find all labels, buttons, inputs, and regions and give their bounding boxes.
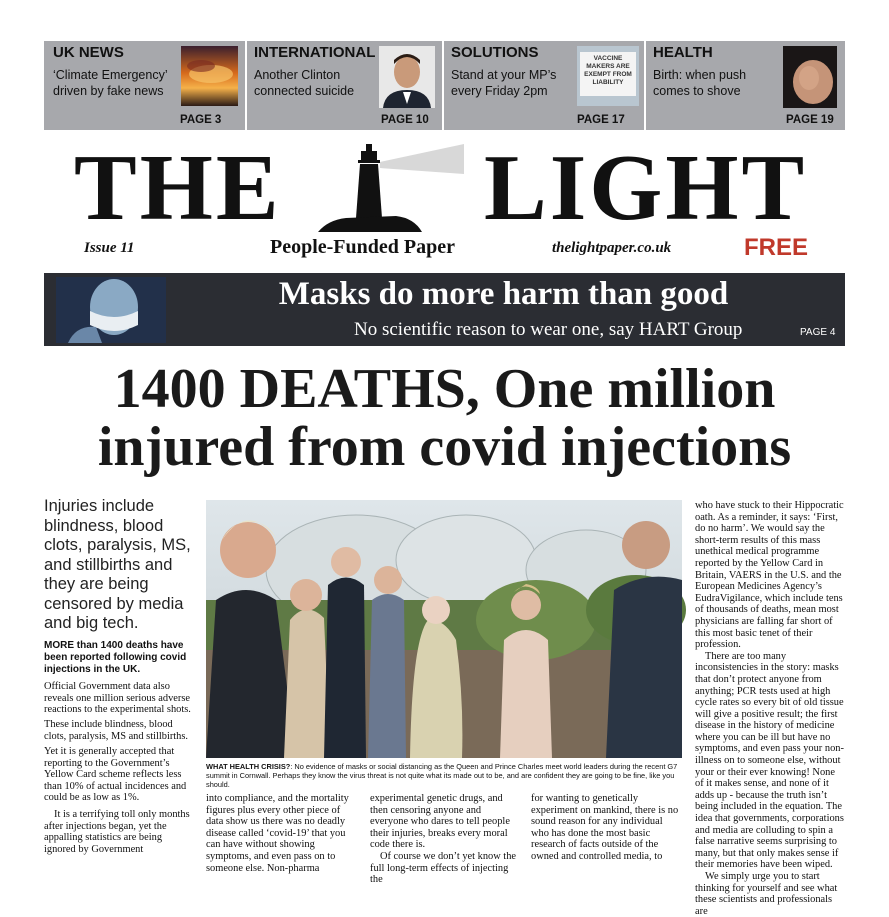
right-body-column — [695, 500, 845, 917]
teaser-category: UK NEWS — [53, 44, 124, 61]
masks-banner[interactable] — [44, 273, 845, 346]
body-paragraph: These include blindness, blood clots, paralysis, MS and stillbirths. — [44, 719, 189, 742]
caption-label: WHAT HEALTH CRISIS? — [206, 762, 291, 771]
teaser-page: PAGE 3 — [180, 114, 222, 126]
teaser-category: HEALTH — [653, 44, 713, 61]
sunset-sky-thumbnail — [181, 46, 238, 106]
body-paragraph: Official Government data also reveals one million serious adverse reactions to the experimental shots. — [44, 681, 191, 716]
masthead-light: LIGHT — [484, 136, 808, 240]
price-label: FREE — [744, 234, 809, 261]
body-paragraph: Yet it is generally accepted that reporting to the Government’s Yellow Card scheme reflects less than 10% of actual incidences and could be as low as 1%. — [44, 746, 187, 804]
body-column — [531, 793, 681, 862]
teaser-international[interactable] — [247, 41, 442, 130]
body-column — [206, 793, 356, 874]
photo-caption — [206, 762, 682, 789]
banner-page: PAGE 4 — [800, 327, 836, 338]
banner-headline: Masks do more harm than good — [278, 276, 729, 312]
masthead-tagline: People-Funded Paper — [270, 236, 455, 258]
body-paragraph: Of course we don’t yet know the full long-term effects of injecting the — [370, 850, 517, 886]
body-paragraph: It is a terrifying toll only months after injections began, yet the appalling statistics are being ignored by Government — [44, 809, 190, 855]
body-column — [370, 793, 518, 886]
body-paragraph: experimental genetic drugs, and then censoring anyone and everyone who dares to tell people their injuries, breaks every moral code there is. — [370, 793, 510, 851]
teaser-health[interactable] — [646, 41, 845, 130]
teaser-bar — [44, 41, 845, 130]
teaser-text: Another Clinton connected suicide — [254, 68, 355, 98]
g7-photo-illustration — [206, 500, 682, 758]
body-paragraph: into compliance, and the mortality figures plus every other piece of data show us there was no deadly disease called ‘covid-19’ that you can have without showing symptoms, and even pass on to someone else. Non-pharma — [206, 793, 349, 874]
lighthouse-logo-icon — [318, 140, 464, 232]
lead-paragraph: MORE than 1400 deaths have been reported following covid injections in the UK. — [44, 640, 187, 675]
main-headline: 1400 DEATHS, One million injured from covid injections — [97, 358, 792, 478]
masked-man-thumbnail — [56, 277, 166, 343]
body-paragraph: We simply urge you to start thinking for yourself and see what these scientists and professionals are — [695, 871, 838, 917]
teaser-text: Birth: when push comes to shove — [653, 68, 747, 98]
teaser-text: ‘Climate Emergency’ driven by fake news — [53, 68, 168, 98]
teaser-category: SOLUTIONS — [451, 44, 539, 61]
standfirst: Injuries include blindness, blood clots, paralysis, MS, and stillbirths and they are being censored by media and big tech. — [44, 497, 191, 632]
teaser-page: PAGE 10 — [381, 114, 429, 126]
teaser-category: INTERNATIONAL — [254, 44, 376, 61]
website-link[interactable]: thelightpaper.co.uk — [552, 240, 672, 256]
teaser-solutions[interactable] — [444, 41, 644, 130]
body-paragraph: for wanting to genetically experiment on mankind, there is no sound reason for any individual who has done the most basic research of facts outside of the owned and controlled media, to — [531, 793, 679, 862]
protest-sign-text: VACCINE MAKERS ARE EXEMPT FROM LIABILITY — [580, 52, 636, 96]
body-paragraph: who have stuck to their Hippocratic oath. As a reminder, it says: ‘First, do no harm’. We would say the short-term results of this mass unethical medical programme reported by the Yellow Card in Britain, VAERS in the U.S. and the European Medicines Agency’s EudraVigilance, which include tens of thousands of deaths, mean most physicians are falling far short of this most basic tenet of their profession. — [695, 500, 844, 651]
protest-sign-thumbnail — [577, 46, 639, 106]
masthead-the: THE — [74, 136, 282, 240]
banner-subhead: No scientific reason to wear one, say HART Group — [354, 319, 743, 340]
teaser-text: Stand at your MP’s every Friday 2pm — [451, 68, 557, 98]
pregnancy-thumbnail — [783, 46, 837, 108]
teaser-uk-news[interactable] — [44, 41, 245, 130]
body-paragraph: There are too many inconsistencies in the story: masks that don’t protect anyone from anything; PCR tests used at high cycle rates so every bit of old tissue will give a positive result; the first disease in the history of medicine where you can be ill but have no symptoms, and even pass your non-illness on to someone else, without your or their ever knowing! None of it makes sense, and none of it adds up - because the truth isn’t being included in the equation. The idea that governments, corporations and media are colluding to spin a false narrative seems surprising to many, but that only makes sense if their memories have been wiped. — [695, 650, 844, 871]
g7-summit-photo — [206, 500, 682, 758]
teaser-page: PAGE 19 — [786, 114, 834, 126]
issue-number: Issue 11 — [84, 240, 135, 256]
caption-text: : No evidence of masks or social distancing as the Queen and Prince Charles meet world leaders during the recent G7 summit in Cornwall. Perhaps they know the virus threat is not quite what its made out to be, and are confident they are going to be fine, like you should. — [206, 762, 678, 789]
portrait-thumbnail — [379, 46, 435, 108]
teaser-page: PAGE 17 — [577, 114, 625, 126]
